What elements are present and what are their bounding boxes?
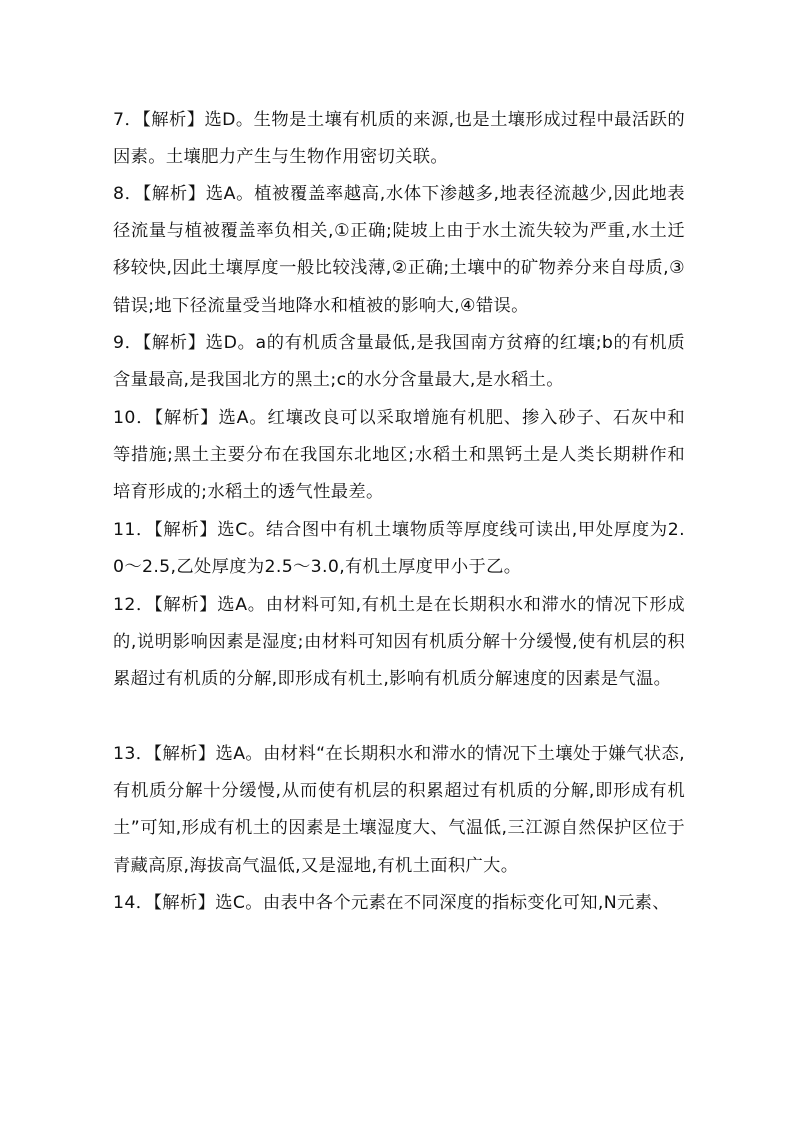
answer-8-explanation: 8．【解析】选A。植被覆盖率越高,水体下渗越多,地表径流越少,因此地表径流量与植被覆盖率负相关,①正确;陡坡上由于水土流失较为严重,水土迁移较快,因此土壤厚度一般比较浅薄,②正确;土壤中的矿物养分来自母质,③错误;地下径流量受当地降水和植被的影响大,④错误。 [113,184,685,316]
answer-9-explanation: 9．【解析】选D。a的有机质含量最低,是我国南方贫瘠的红壤;b的有机质含量最高,是我国北方的黑土;c的水分含量最大,是水稻土。 [113,333,685,391]
answer-14-explanation: 14．【解析】选C。由表中各个元素在不同深度的指标变化可知,N元素、 [113,893,670,913]
answer-explanations [113,102,685,923]
answer-13-explanation: 13．【解析】选A。由材料“在长期积水和滞水的情况下土壤处于嫌气状态,有机质分解十分缓慢,从而使有机层的积累超过有机质的分解,即形成有机土”可知,形成有机土的因素是土壤湿度大、气温低,三江源自然保护区位于青藏高原,海拔高气温低,又是湿地,有机土面积广大。 [113,744,685,876]
answer-12-explanation: 12．【解析】选A。由材料可知,有机土是在长期积水和滞水的情况下形成的,说明影响因素是湿度;由材料可知因有机质分解十分缓慢,使有机层的积累超过有机质的分解,即形成有机土,影响有机质分解速度的因素是气温。 [113,595,685,690]
answer-10-explanation: 10．【解析】选A。红壤改良可以采取增施有机肥、掺入砂子、石灰中和等措施;黑土主要分布在我国东北地区;水稻土和黑钙土是人类长期耕作和培育形成的;水稻土的透气性最差。 [113,408,685,503]
answer-11-explanation: 11．【解析】选C。结合图中有机土壤物质等厚度线可读出,甲处厚度为2.0～2.5,乙处厚度为2.5～3.0,有机土厚度甲小于乙。 [113,520,685,578]
answer-7-explanation: 7．【解析】选D。生物是土壤有机质的来源,也是土壤形成过程中最活跃的因素。土壤肥力产生与生物作用密切关联。 [113,110,685,168]
